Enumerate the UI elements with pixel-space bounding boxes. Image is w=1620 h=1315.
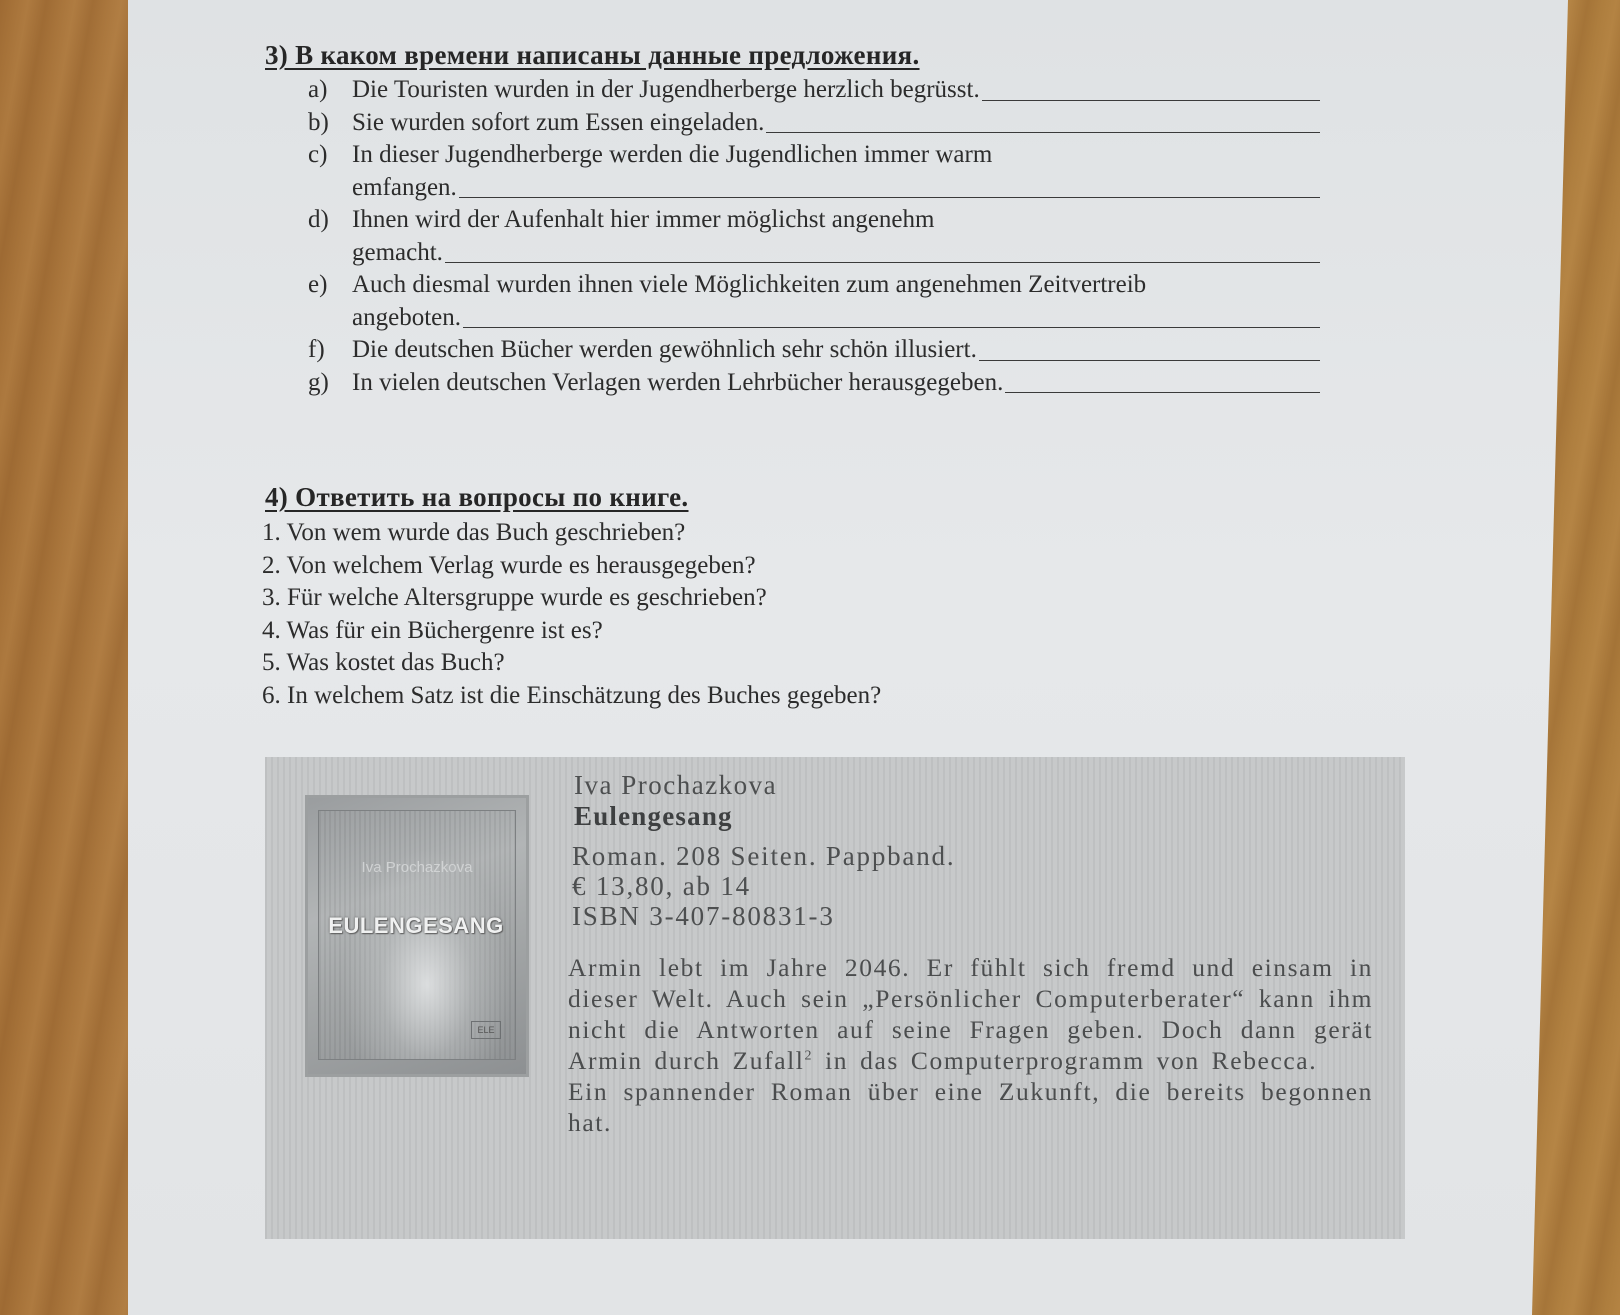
item-letter: g) xyxy=(308,368,329,396)
answer-blank[interactable] xyxy=(1005,392,1320,393)
book-isbn: ISBN 3-407-80831-3 xyxy=(572,901,835,931)
sentence-text: angeboten. xyxy=(352,303,461,331)
answer-blank[interactable] xyxy=(982,100,1320,101)
item-letter: a) xyxy=(308,76,328,103)
sentence-text: Auch diesmal wurden ihnen viele Möglichkeiten zum angenehmen Zeitvertreib xyxy=(352,271,1147,298)
sentence-text: Sie wurden sofort zum Essen eingeladen. xyxy=(352,108,765,136)
question-item: 2. Von welchem Verlag wurde es herausgegeben? xyxy=(262,551,756,579)
cover-artwork xyxy=(318,810,516,1060)
answer-blank[interactable] xyxy=(463,327,1320,328)
item-letter: b) xyxy=(308,108,329,136)
book-author: Iva Prochazkova xyxy=(574,770,778,800)
review-verdict: Ein spannender Roman über eine Zukunft, die bereits begonnen hat. xyxy=(568,1077,1373,1137)
sentence-text: Die Touristen wurden in der Jugendherberge herzlich begrüsst. xyxy=(352,76,980,103)
description-paragraph xyxy=(568,952,1373,1076)
exercise-item-d xyxy=(300,204,1320,269)
item-letter: d) xyxy=(308,206,329,233)
description-text-cont: in das Computerprogramm von Rebecca. xyxy=(813,1046,1318,1075)
question-item: 3. Für welche Altersgruppe wurde es geschrieben? xyxy=(262,584,767,611)
section-4-heading: 4) Ответить на вопросы по книге. xyxy=(265,482,689,512)
exercise-item-a xyxy=(300,74,1320,107)
answer-blank[interactable] xyxy=(459,197,1320,198)
sentence-text: In vielen deutschen Verlagen werden Lehrbücher herausgegeben. xyxy=(352,368,1004,396)
exercise-item-b xyxy=(300,107,1320,140)
item-letter: f) xyxy=(308,336,325,363)
section-3-heading: 3) В каком времени написаны данные предложения. xyxy=(265,40,920,70)
book-review-clipping xyxy=(265,757,1405,1239)
exercise-3-list xyxy=(300,74,1320,399)
book-questions-list xyxy=(262,517,1162,712)
exercise-item-f xyxy=(300,334,1320,367)
item-letter: c) xyxy=(308,141,328,168)
question-item: 1. Von wem wurde das Buch geschrieben? xyxy=(262,519,686,546)
question-item: 6. In welchem Satz ist die Einschätzung des Buches gegeben? xyxy=(262,681,882,709)
answer-blank[interactable] xyxy=(445,262,1320,263)
cover-title: EULENGESANG xyxy=(328,913,504,938)
answer-blank[interactable] xyxy=(766,132,1320,133)
footnote-mark: 2 xyxy=(804,1048,814,1064)
sentence-text: gemacht. xyxy=(352,238,443,266)
publisher-logo: ELE xyxy=(471,1021,501,1039)
exercise-item-e xyxy=(300,269,1320,334)
book-details xyxy=(572,841,955,931)
item-letter: e) xyxy=(308,271,328,298)
answer-blank[interactable] xyxy=(979,360,1320,361)
sentence-text: Ihnen wird der Aufenhalt hier immer möglichst angenehm xyxy=(352,206,935,233)
description-text: Armin lebt im Jahre 2046. Er fühlt sich fremd und einsam in dieser Welt. Auch sein „Persönlicher Computerberater“ kann ihm nicht die Antworten auf seine Fragen geben. Doch dann gerät Armin durch Zufall xyxy=(568,953,1373,1075)
question-item: 4. Was für ein Büchergenre ist es? xyxy=(262,616,603,644)
book-format: Roman. 208 Seiten. Pappband. xyxy=(572,841,956,871)
exercise-item-g xyxy=(300,367,1320,400)
question-item: 5. Was kostet das Buch? xyxy=(262,649,505,676)
exercise-item-c xyxy=(300,139,1320,204)
sentence-text: In dieser Jugendherberge werden die Jugendlichen immer warm xyxy=(352,141,993,168)
book-description xyxy=(568,952,1373,1138)
book-price-age: € 13,80, ab 14 xyxy=(572,871,751,901)
cover-author: Iva Prochazkova xyxy=(361,859,473,876)
book-cover-image xyxy=(305,795,529,1077)
sentence-text: emfangen. xyxy=(352,173,457,201)
sentence-text: Die deutschen Bücher werden gewöhnlich sehr schön illusiert. xyxy=(352,336,977,363)
book-title: Eulengesang xyxy=(574,801,733,831)
